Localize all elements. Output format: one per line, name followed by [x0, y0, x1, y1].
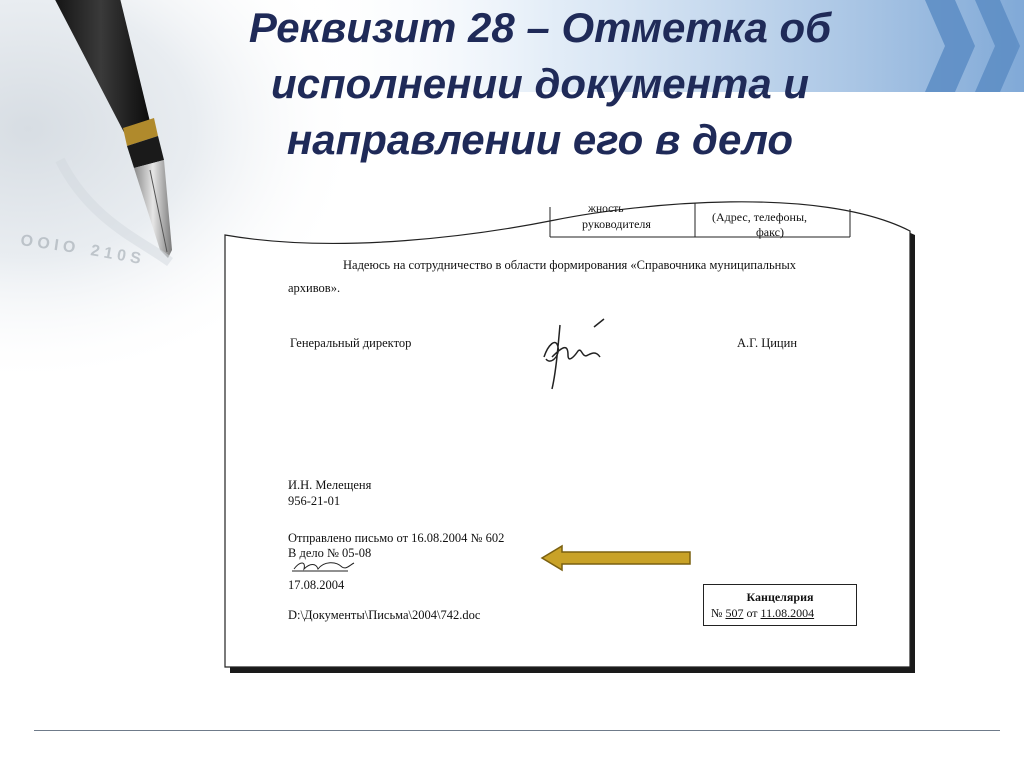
signer-position: Генеральный директор — [290, 336, 412, 350]
file-path: D:\Документы\Письма\2004\742.doc — [288, 608, 481, 622]
registry-stamp — [703, 584, 857, 626]
registry-date-prefix: от — [746, 606, 758, 620]
registry-number: 507 — [725, 606, 744, 620]
execution-note-line1: Отправлено письмо от 16.08.2004 № 602 — [288, 531, 505, 545]
short-signature-image — [292, 557, 356, 575]
execution-note-date: 17.08.2004 — [288, 578, 345, 592]
slide-title-line: направлении его в дело — [286, 116, 794, 163]
signer-name: А.Г. Цицин — [737, 336, 798, 350]
letter-paragraph-line2: архивов». — [288, 281, 341, 295]
registry-date: 11.08.2004 — [760, 606, 815, 620]
header-cell-address-2: факс) — [756, 225, 784, 239]
slide-title — [150, 0, 930, 168]
header-cell-address: (Адрес, телефоны, — [712, 210, 808, 224]
execution-note-line2: В дело № 05-08 — [288, 546, 372, 560]
registry-title: Канцелярия — [746, 590, 814, 604]
letter-paragraph-line1: Надеюсь на сотрудничество в области формирования «Справочника муниципальных — [343, 258, 797, 272]
header-cell-position-top: жность — [588, 203, 624, 215]
header-cell-position: руководителя — [582, 217, 651, 231]
executor-name: И.Н. Мелещеня — [288, 478, 372, 492]
footer-divider — [34, 730, 1000, 731]
svg-text:2 1 0 S: 2 1 0 S — [89, 242, 143, 268]
slide-title-line: исполнении документа и — [270, 60, 810, 107]
executor-phone: 956-21-01 — [288, 494, 341, 508]
registry-line — [711, 606, 814, 621]
signature-image — [538, 317, 608, 392]
registry-number-prefix: № — [711, 606, 723, 620]
left-arrow-icon — [540, 544, 694, 572]
slide-title-line: Реквизит 28 – Отметка об — [248, 4, 832, 51]
svg-text:O O I O: O O I O — [19, 232, 77, 257]
